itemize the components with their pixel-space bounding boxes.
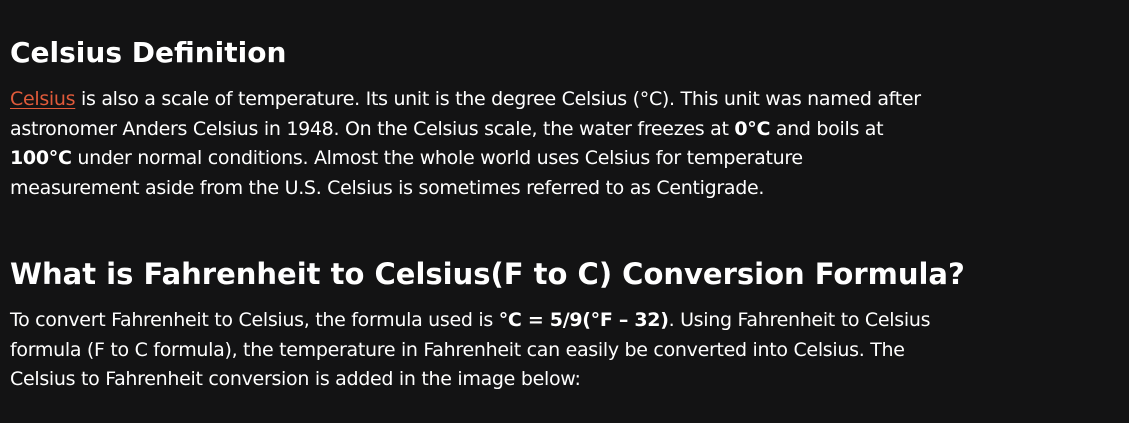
boiling-point-value: 100°C xyxy=(10,147,72,169)
paragraph-line xyxy=(10,85,1070,115)
paragraph-celsius-definition xyxy=(10,85,1070,203)
section-heading-celsius-definition: Celsius Definition xyxy=(10,36,287,69)
text-run: To convert Fahrenheit to Celsius, the formula used is xyxy=(10,309,499,331)
text-run: . Using Fahrenheit to Celsius xyxy=(668,309,931,331)
text-run: and boils at xyxy=(770,117,884,140)
freezing-point-value: 0°C xyxy=(734,117,771,140)
celsius-link[interactable]: Celsius xyxy=(10,88,76,110)
paragraph-line xyxy=(10,365,1110,395)
conversion-formula: °C = 5/9(°F – 32) xyxy=(498,309,669,331)
paragraph-conversion-formula xyxy=(10,306,1110,395)
text-run: measurement aside from the U.S. Celsius is sometimes referred to as Centigrade. xyxy=(10,176,765,199)
paragraph-line xyxy=(10,144,1070,174)
paragraph-line xyxy=(10,174,1070,204)
text-run: under normal conditions. Almost the whole world uses Celsius for temperature xyxy=(71,147,803,169)
text-run: Celsius to Fahrenheit conversion is added in the image below: xyxy=(10,368,581,390)
section-heading-conversion-formula: What is Fahrenheit to Celsius(F to C) Conversion Formula? xyxy=(10,257,965,291)
paragraph-line xyxy=(10,336,1110,366)
paragraph-line xyxy=(10,115,1070,145)
text-run: astronomer Anders Celsius in 1948. On the Celsius scale, the water freezes at xyxy=(10,117,735,140)
text-run: formula (F to C formula), the temperature in Fahrenheit can easily be converted into Celsius. The xyxy=(10,338,905,361)
text-run: is also a scale of temperature. Its unit is the degree Celsius (°C). This unit was named after xyxy=(75,88,921,110)
paragraph-line xyxy=(10,306,1110,336)
